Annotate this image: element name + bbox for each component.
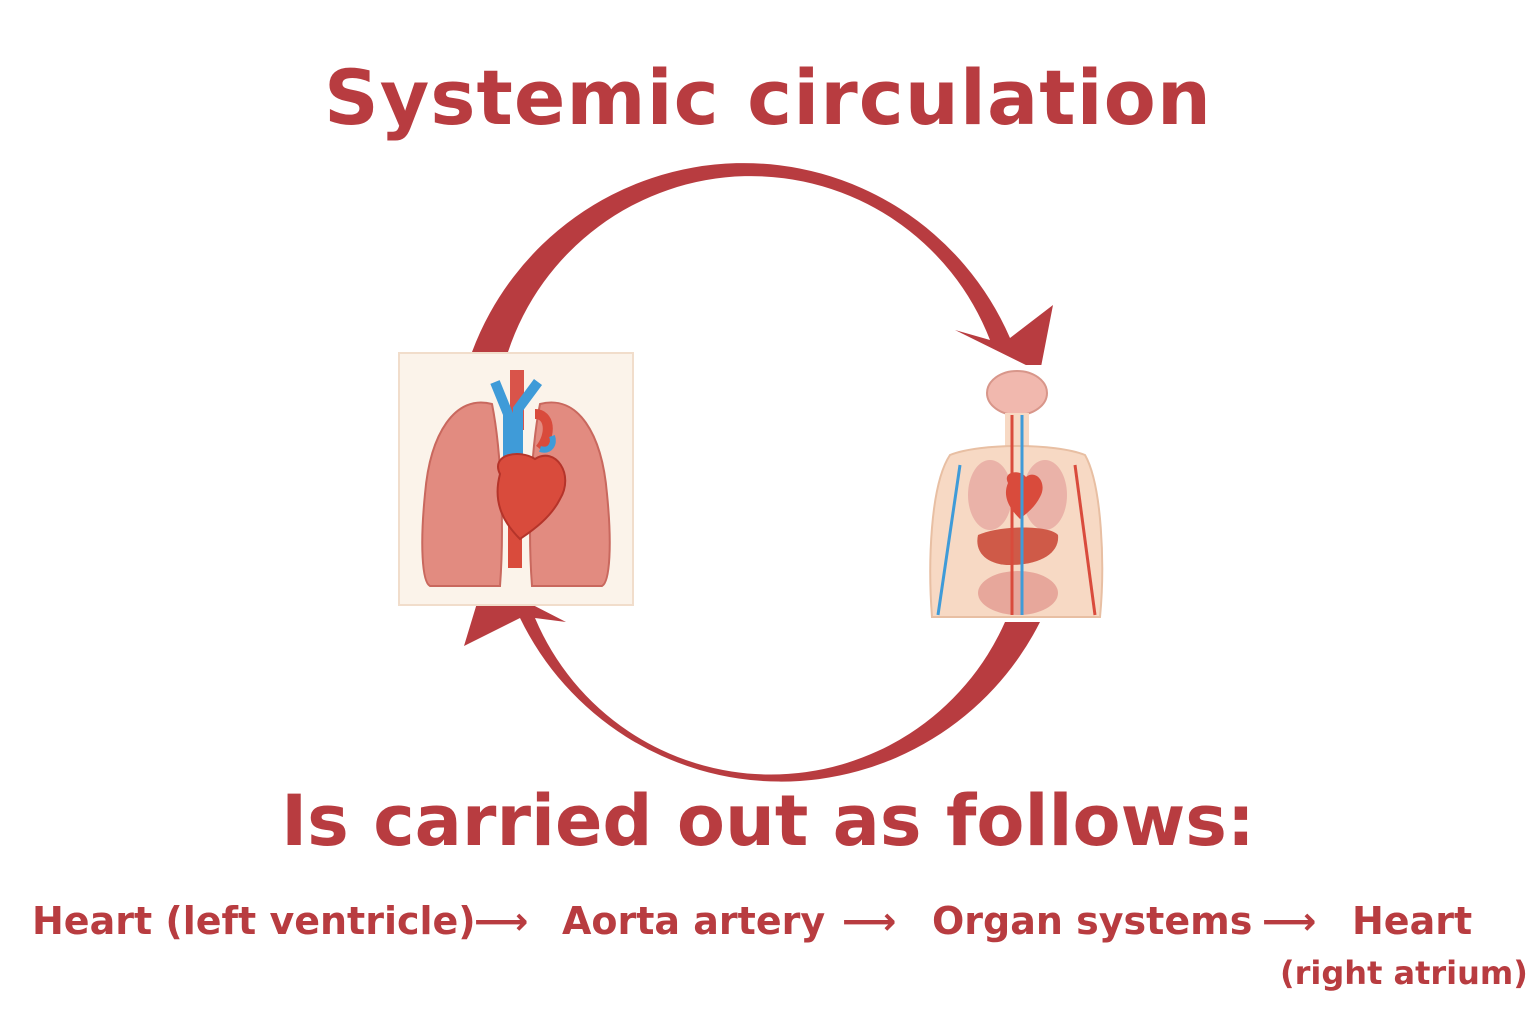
- heart-lungs-image: [398, 352, 634, 606]
- flow-step-heart-sublabel: (right atrium): [1280, 954, 1528, 992]
- human-body-organs-icon: [890, 365, 1140, 620]
- flow-arrow-3: ⟶: [1262, 899, 1317, 943]
- flow-arrow-1: ⟶: [474, 899, 529, 943]
- page-title: Systemic circulation: [324, 53, 1212, 142]
- flow-step-organ-systems: Organ systems: [932, 899, 1253, 943]
- flow-step-heart: Heart: [1352, 899, 1473, 943]
- page-subtitle: Is carried out as follows:: [281, 780, 1255, 862]
- flow-step-heart-left-ventricle: Heart (left ventricle): [32, 899, 476, 943]
- flow-arrow-2: ⟶: [842, 899, 897, 943]
- heart-lungs-icon: [400, 354, 632, 604]
- human-body-image: [890, 365, 1140, 620]
- top-arc-arrow: [472, 163, 1053, 372]
- flow-step-aorta-artery: Aorta artery: [562, 899, 826, 943]
